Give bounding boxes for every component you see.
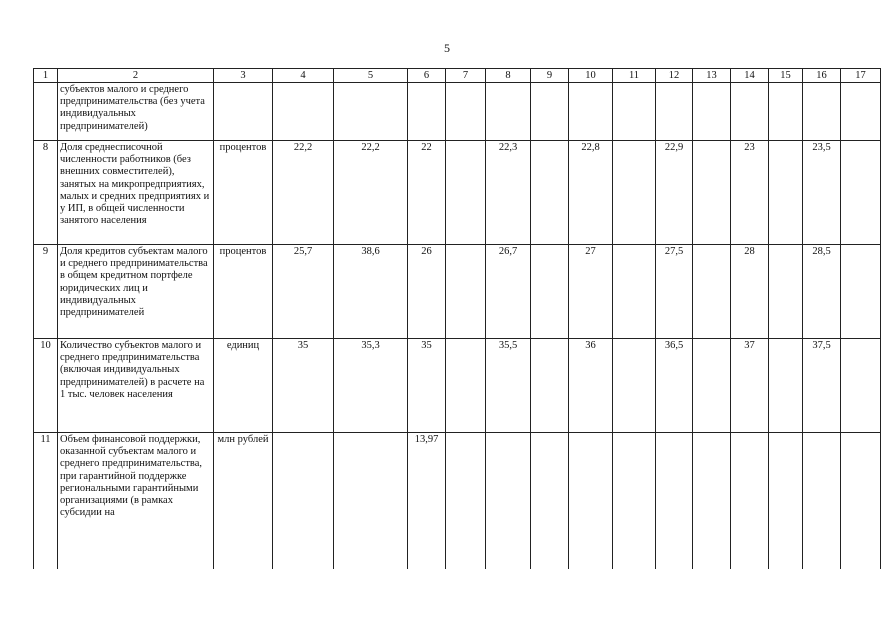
value-cell: [613, 245, 656, 339]
header-cell: 9: [531, 69, 569, 83]
header-cell: 2: [58, 69, 214, 83]
value-cell: [841, 339, 881, 433]
value-cell: 37,5: [803, 339, 841, 433]
value-cell: 36,5: [656, 339, 693, 433]
value-cell: [446, 245, 486, 339]
value-cell: 13,97: [408, 433, 446, 569]
value-cell: 22,8: [569, 141, 613, 245]
value-cell: [486, 433, 531, 569]
value-cell: 35: [273, 339, 334, 433]
unit-cell: процентов: [214, 245, 273, 339]
value-cell: [613, 339, 656, 433]
value-cell: [613, 83, 656, 141]
value-cell: [613, 141, 656, 245]
page-number: 5: [444, 41, 450, 55]
value-cell: [769, 141, 803, 245]
header-cell: 12: [656, 69, 693, 83]
header-row: [34, 69, 881, 83]
header-cell: 1: [34, 69, 58, 83]
value-cell: [531, 245, 569, 339]
value-cell: 25,7: [273, 245, 334, 339]
value-cell: [731, 83, 769, 141]
indicator-name: субъектов малого и среднего предпринимательства (без учета индивидуальных предпринимателей): [58, 83, 214, 141]
value-cell: [803, 433, 841, 569]
value-cell: 22,2: [273, 141, 334, 245]
value-cell: [656, 433, 693, 569]
header-cell: 7: [446, 69, 486, 83]
table-row: [34, 245, 881, 339]
value-cell: 22,3: [486, 141, 531, 245]
header-cell: 8: [486, 69, 531, 83]
value-cell: 28,5: [803, 245, 841, 339]
value-cell: 26,7: [486, 245, 531, 339]
unit-cell: единиц: [214, 339, 273, 433]
value-cell: 27: [569, 245, 613, 339]
value-cell: 28: [731, 245, 769, 339]
value-cell: [841, 141, 881, 245]
value-cell: [446, 433, 486, 569]
header-cell: 5: [334, 69, 408, 83]
value-cell: [769, 339, 803, 433]
value-cell: [408, 83, 446, 141]
value-cell: [569, 433, 613, 569]
header-cell: 6: [408, 69, 446, 83]
value-cell: [693, 433, 731, 569]
row-number: 10: [34, 339, 58, 433]
value-cell: 22,2: [334, 141, 408, 245]
value-cell: 38,6: [334, 245, 408, 339]
value-cell: [693, 83, 731, 141]
value-cell: [841, 83, 881, 141]
indicator-name: Доля среднесписочной численности работников (без внешних совместителей), занятых на микропредприятиях, малых и средних предприятиях и у ИП, в общей численности занятого населения: [58, 141, 214, 245]
table-row: [34, 433, 881, 569]
value-cell: [486, 83, 531, 141]
value-cell: [769, 245, 803, 339]
row-number: 8: [34, 141, 58, 245]
header-cell: 4: [273, 69, 334, 83]
unit-cell: млн рублей: [214, 433, 273, 569]
value-cell: [803, 83, 841, 141]
row-number: 11: [34, 433, 58, 569]
value-cell: [446, 141, 486, 245]
value-cell: [334, 433, 408, 569]
value-cell: 26: [408, 245, 446, 339]
header-cell: 13: [693, 69, 731, 83]
row-number: 9: [34, 245, 58, 339]
value-cell: [769, 433, 803, 569]
value-cell: [769, 83, 803, 141]
header-cell: 14: [731, 69, 769, 83]
value-cell: [731, 433, 769, 569]
header-cell: 10: [569, 69, 613, 83]
indicator-name: Количество субъектов малого и среднего предпринимательства (включая индивидуальных предпринимателей) в расчете на 1 тыс. человек населения: [58, 339, 214, 433]
header-cell: 15: [769, 69, 803, 83]
value-cell: [693, 245, 731, 339]
value-cell: [841, 245, 881, 339]
value-cell: [531, 339, 569, 433]
value-cell: [841, 433, 881, 569]
value-cell: [334, 83, 408, 141]
value-cell: [613, 433, 656, 569]
value-cell: 27,5: [656, 245, 693, 339]
value-cell: [273, 433, 334, 569]
table-row: [34, 83, 881, 141]
value-cell: 23: [731, 141, 769, 245]
value-cell: 22: [408, 141, 446, 245]
value-cell: [531, 433, 569, 569]
unit-cell: процентов: [214, 141, 273, 245]
row-number: [34, 83, 58, 141]
unit-cell: [214, 83, 273, 141]
value-cell: [693, 339, 731, 433]
header-cell: 16: [803, 69, 841, 83]
indicator-name: Доля кредитов субъектам малого и среднего предпринимательства в общем кредитном портфеле юридических лиц и индивидуальных предпринимателей: [58, 245, 214, 339]
value-cell: [446, 339, 486, 433]
value-cell: [531, 141, 569, 245]
value-cell: 23,5: [803, 141, 841, 245]
value-cell: [569, 83, 613, 141]
value-cell: 35: [408, 339, 446, 433]
indicators-table: [33, 68, 881, 569]
header-cell: 17: [841, 69, 881, 83]
header-cell: 11: [613, 69, 656, 83]
value-cell: 36: [569, 339, 613, 433]
value-cell: [531, 83, 569, 141]
value-cell: [446, 83, 486, 141]
value-cell: 37: [731, 339, 769, 433]
value-cell: [656, 83, 693, 141]
value-cell: 35,5: [486, 339, 531, 433]
value-cell: 35,3: [334, 339, 408, 433]
value-cell: [273, 83, 334, 141]
table-row: [34, 141, 881, 245]
value-cell: 22,9: [656, 141, 693, 245]
header-cell: 3: [214, 69, 273, 83]
table-row: [34, 339, 881, 433]
indicator-name: Объем финансовой поддержки, оказанной субъектам малого и среднего предпринимательства, при гарантийной поддержке региональными гарантийными организациями (в рамках субсидии на: [58, 433, 214, 569]
value-cell: [693, 141, 731, 245]
